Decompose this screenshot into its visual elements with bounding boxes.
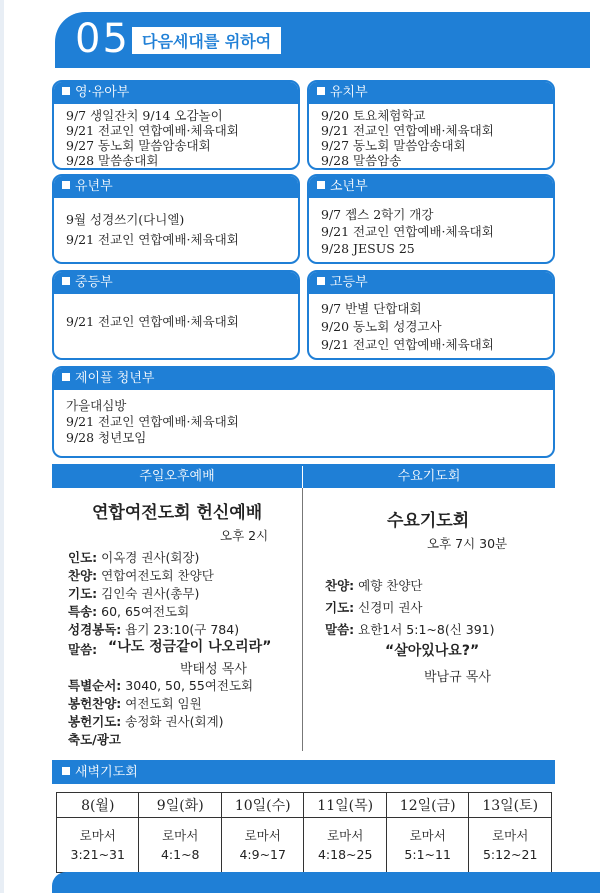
square-bullet-icon xyxy=(62,87,70,95)
dawn-prayer-title: 새벽기도회 xyxy=(75,765,138,780)
reading-cell: 로마서 5:1~11 xyxy=(386,818,468,873)
dept-title: 중등부 xyxy=(75,275,113,290)
sunday-item: 기도: 김인숙 권사(총무) xyxy=(68,586,200,601)
dept-title: 영·유아부 xyxy=(75,85,130,100)
wednesday-service-header: 수요기도회 xyxy=(303,466,555,488)
sunday-item: 특별순서: 3040, 50, 55여전도회 xyxy=(68,678,254,693)
sunday-item: 성경봉독: 욥기 23:10(구 784) xyxy=(68,622,240,637)
dept-line: 9/21 전교인 연합예배·체육대회 xyxy=(66,314,239,329)
dept-box-middle-school xyxy=(52,270,300,360)
dept-line: 9/21 전교인 연합예배·체육대회 xyxy=(66,123,239,138)
sunday-item: 찬양: 연합여전도회 찬양단 xyxy=(68,568,214,583)
dept-line: 9/27 동노회 말씀암송대회 xyxy=(66,138,211,153)
sunday-item: 말씀: xyxy=(68,642,98,657)
dept-box-high-school xyxy=(307,270,555,360)
sunday-service-header: 주일오후예배 xyxy=(52,466,302,488)
dept-line: 9/21 전교인 연합예배·체육대회 xyxy=(321,337,494,352)
wednesday-sermon-title: “살아있나요?” xyxy=(385,643,480,659)
square-bullet-icon xyxy=(62,181,70,189)
wednesday-preacher: 박남규 목사 xyxy=(424,670,491,685)
worship-section xyxy=(52,464,555,751)
dept-line: 9/21 전교인 연합예배·체육대회 xyxy=(66,232,239,247)
dept-box-young-adults xyxy=(52,366,555,458)
square-bullet-icon xyxy=(62,373,70,381)
dept-line: 9/7 반별 단합대회 xyxy=(321,301,422,316)
dept-line: 9/7 생일잔치 9/14 오감놀이 xyxy=(66,108,223,123)
wednesday-item: 기도: 신경미 권사 xyxy=(325,600,423,615)
dept-line: 가을대심방 xyxy=(66,398,127,413)
sunday-service-time: 오후 2시 xyxy=(220,528,269,543)
dept-title: 고등부 xyxy=(330,275,368,290)
column-divider xyxy=(302,488,303,751)
day-cell: 12일(금) xyxy=(386,793,468,818)
page-edge xyxy=(0,0,4,893)
dept-box-kindergarten xyxy=(307,80,555,170)
dept-line: 9/7 젭스 2학기 개강 xyxy=(321,207,434,222)
table-row xyxy=(57,818,552,873)
dept-line: 9/28 JESUS 25 xyxy=(321,241,415,256)
dept-box-infant xyxy=(52,80,300,170)
dept-line: 9/21 전교인 연합예배·체육대회 xyxy=(321,224,494,239)
sunday-item: 봉헌기도: 송정화 권사(회계) xyxy=(68,714,224,729)
wednesday-service-time: 오후 7시 30분 xyxy=(427,536,508,551)
dept-title: 제이플 청년부 xyxy=(75,371,155,386)
reading-cell: 로마서 5:12~21 xyxy=(469,818,552,873)
dept-line: 9/21 전교인 연합예배·체육대회 xyxy=(66,414,239,429)
dawn-prayer-table xyxy=(56,792,552,873)
dept-line: 9/20 토요체험학교 xyxy=(321,108,426,123)
square-bullet-icon xyxy=(317,181,325,189)
sunday-sermon-title: “나도 정금같이 나오리라” xyxy=(108,639,272,655)
dept-line: 9/27 동노회 말씀암송대회 xyxy=(321,138,466,153)
section-title: 다음세대를 위하여 xyxy=(132,27,281,54)
sunday-preacher: 박태성 목사 xyxy=(180,662,247,677)
dawn-prayer-section xyxy=(52,760,555,872)
day-cell: 9일(화) xyxy=(139,793,221,818)
dept-title: 유치부 xyxy=(330,85,368,100)
sunday-item: 봉헌찬양: 여전도회 임원 xyxy=(68,696,202,711)
dept-line: 9/21 전교인 연합예배·체육대회 xyxy=(321,123,494,138)
dept-line: 9월 성경쓰기(다니엘) xyxy=(66,212,185,227)
dept-line: 9/28 말씀암송 xyxy=(321,153,402,168)
section-number: 05 xyxy=(75,16,130,62)
reading-cell: 로마서 3:21~31 xyxy=(57,818,139,873)
wednesday-service-title: 수요기도회 xyxy=(387,511,470,531)
wednesday-item: 찬양: 예향 찬양단 xyxy=(325,578,423,593)
reading-cell: 로마서 4:18~25 xyxy=(304,818,386,873)
footer-bar xyxy=(52,872,600,893)
sunday-item: 인도: 이옥경 권사(회장) xyxy=(68,550,200,565)
dept-box-primary xyxy=(52,174,300,264)
square-bullet-icon xyxy=(62,277,70,285)
dept-title: 유년부 xyxy=(75,179,113,194)
sunday-item: 축도/광고 xyxy=(68,732,121,747)
sunday-item: 특송: 60, 65여전도회 xyxy=(68,604,190,619)
square-bullet-icon xyxy=(317,277,325,285)
dept-line: 9/28 청년모임 xyxy=(66,430,147,445)
sunday-service-title: 연합여전도회 헌신예배 xyxy=(92,503,263,523)
dept-box-juniors xyxy=(307,174,555,264)
day-cell: 8(월) xyxy=(57,793,139,818)
wednesday-item: 말씀: 요한1서 5:1~8(신 391) xyxy=(325,622,495,637)
dept-title: 소년부 xyxy=(330,179,368,194)
day-cell: 13일(토) xyxy=(469,793,552,818)
dept-line: 9/20 동노회 성경고사 xyxy=(321,319,442,334)
day-cell: 10일(수) xyxy=(221,793,303,818)
square-bullet-icon xyxy=(317,87,325,95)
reading-cell: 로마서 4:1~8 xyxy=(139,818,221,873)
square-bullet-icon xyxy=(62,767,70,775)
table-row xyxy=(57,793,552,818)
dept-line: 9/28 말씀송대회 xyxy=(66,153,159,168)
day-cell: 11일(목) xyxy=(304,793,386,818)
reading-cell: 로마서 4:9~17 xyxy=(221,818,303,873)
